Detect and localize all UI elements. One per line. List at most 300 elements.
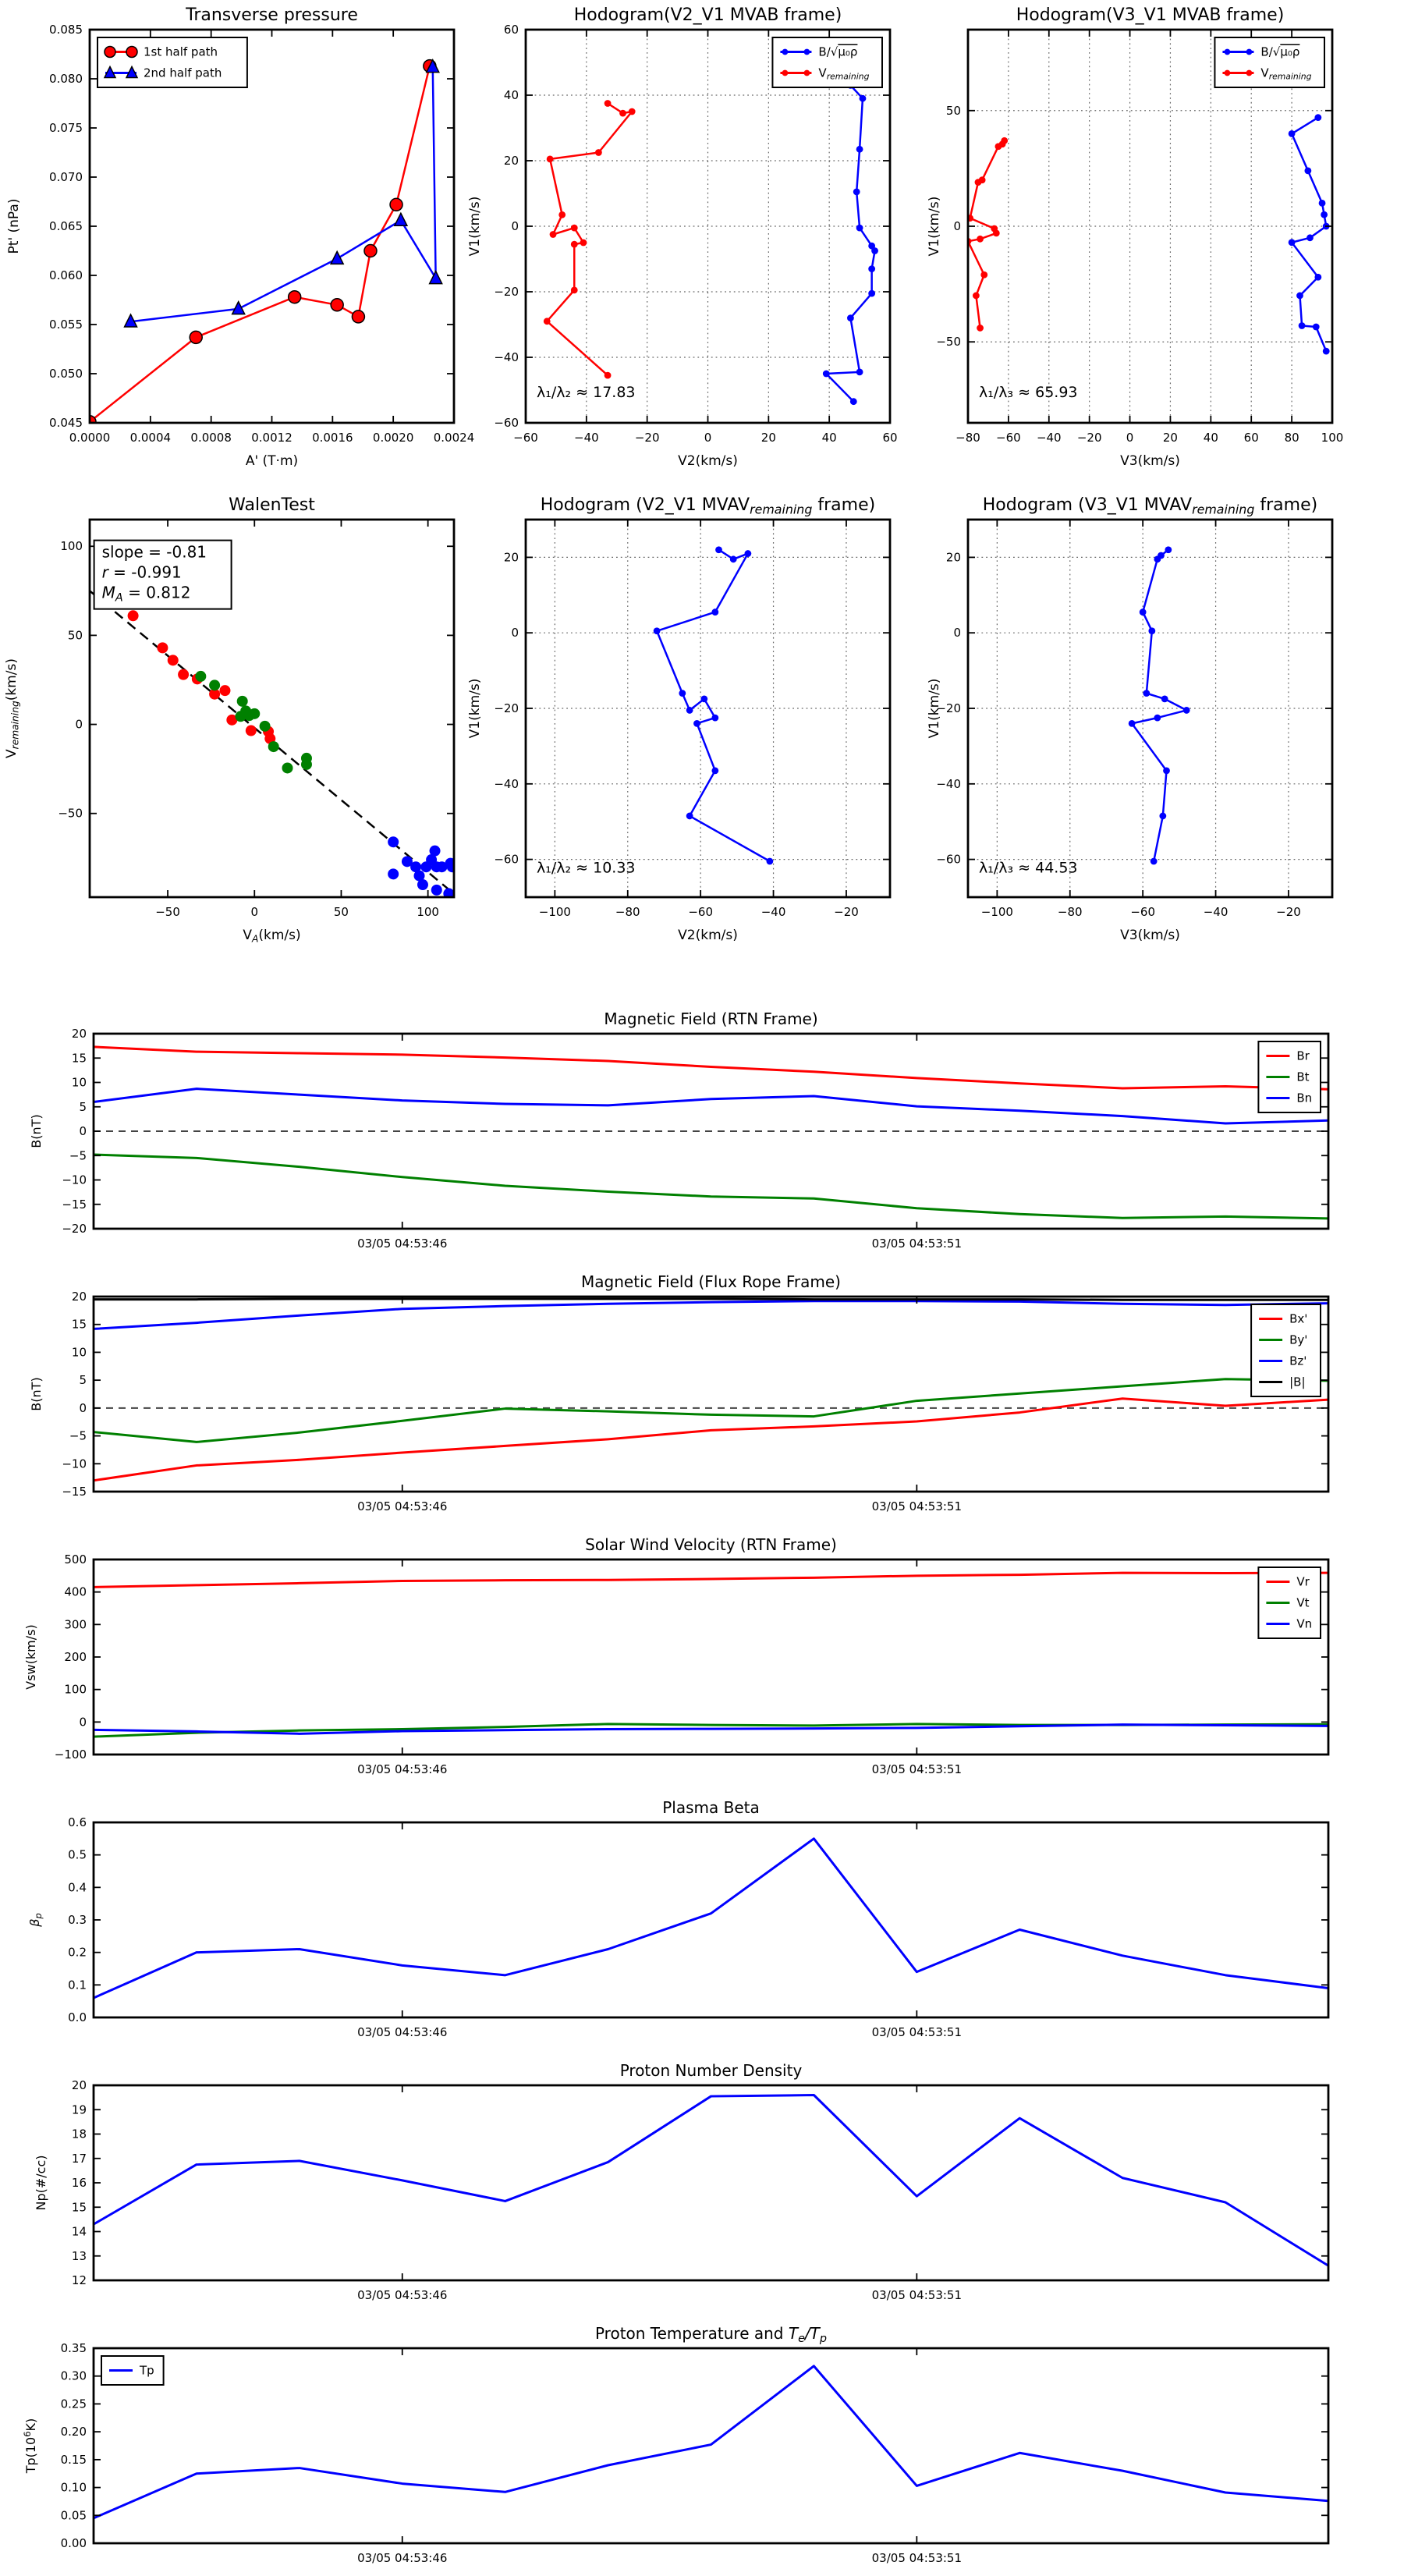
- annotation-line: λ₁/λ₃ ≈ 65.93: [979, 384, 1078, 402]
- legend: [1251, 1304, 1321, 1396]
- y-tick-label: 0.070: [49, 170, 83, 184]
- ticks: [61, 2341, 1328, 2565]
- y-axis-label: V1(km/s): [467, 196, 483, 257]
- marker-dot: [571, 287, 578, 294]
- series-group: [94, 1299, 1328, 1481]
- y-tick-label: −20: [494, 701, 519, 715]
- marker-dot: [1319, 200, 1326, 207]
- y-tick-label: 20: [71, 1027, 87, 1041]
- legend-label: Br: [1296, 1048, 1310, 1063]
- marker-dot: [1148, 627, 1155, 634]
- x-tick-label: 03/05 04:53:51: [871, 2551, 963, 2565]
- y-tick-label: 12: [71, 2273, 87, 2287]
- y-tick-label: −60: [494, 416, 519, 430]
- chart-title: Solar Wind Velocity (RTN Frame): [585, 1535, 837, 1554]
- marker-triangle: [395, 213, 407, 225]
- x-tick-label: −60: [513, 431, 538, 445]
- marker-dot: [1129, 720, 1136, 727]
- marker-dot: [1150, 858, 1158, 865]
- y-tick-label: −10: [62, 1173, 87, 1187]
- legend-label: By': [1289, 1332, 1308, 1347]
- x-tick-label: 0: [250, 905, 259, 919]
- y-tick-label: 13: [71, 2248, 87, 2263]
- marker-dot: [1306, 234, 1314, 241]
- annotation: [94, 541, 232, 609]
- x-tick-label: −40: [760, 905, 786, 919]
- chart-title: Hodogram (V3_V1 $MVAV_{remaining}$ frame): [982, 495, 1318, 517]
- legend-label: Vn: [1296, 1616, 1313, 1631]
- legend-label: Bz': [1289, 1354, 1307, 1368]
- marker-dot: [1140, 609, 1147, 616]
- x-tick-label: 0: [1126, 431, 1134, 445]
- y-tick-label: 15: [71, 1051, 87, 1066]
- series-2nd half path: [125, 60, 442, 327]
- y-axis-label: V1(km/s): [467, 678, 483, 739]
- y-tick-label: 0.060: [49, 268, 83, 282]
- x-tick-label: 20: [1162, 431, 1178, 445]
- y-tick-label: −20: [494, 285, 519, 299]
- marker-dot: [1299, 322, 1306, 329]
- marker-dot: [1246, 70, 1253, 76]
- y-tick-label: 0.055: [49, 318, 83, 332]
- marker-dot: [571, 225, 578, 232]
- marker-dot: [871, 247, 878, 254]
- marker-dot: [977, 325, 984, 332]
- x-tick-label: −20: [634, 431, 660, 445]
- y-axis-label: Pt' (nPa): [6, 198, 22, 254]
- marker-triangle: [430, 271, 442, 284]
- y-tick-label: 0.15: [60, 2452, 87, 2467]
- marker-dot: [860, 95, 867, 102]
- marker-dot: [571, 241, 578, 248]
- x-axis-label: V2(km/s): [678, 928, 738, 943]
- y-tick-label: 0.2: [68, 1945, 87, 1960]
- legend-label: B/√μ₀ρ: [818, 44, 858, 59]
- axes-frame: [90, 30, 454, 423]
- annotation-line: r = -0.991: [101, 562, 182, 582]
- marker-dot: [604, 100, 612, 107]
- chart-magnetic-field-fluxrope: [0, 1261, 1404, 1524]
- chart-title: Transverse pressure: [186, 5, 358, 25]
- legend: [98, 37, 247, 87]
- marker-dot: [782, 49, 789, 55]
- y-tick-label: 5: [79, 1099, 87, 1114]
- legend: [101, 2356, 164, 2385]
- x-tick-label: 03/05 04:53:51: [871, 1762, 963, 1776]
- marker-dot: [558, 211, 566, 218]
- marker-circle: [390, 198, 402, 211]
- y-tick-label: 0.065: [49, 219, 83, 233]
- y-tick-label: 20: [503, 154, 519, 168]
- annotation-line: slope = -0.81: [101, 542, 207, 562]
- legend-label: Bn: [1296, 1091, 1313, 1105]
- marker-dot: [1225, 49, 1231, 55]
- y-tick-label: 0.1: [68, 1978, 87, 1992]
- x-tick-label: 0.0012: [251, 431, 292, 445]
- annotation: [537, 860, 636, 877]
- marker-dot: [1304, 167, 1311, 174]
- y-tick-label: 0: [953, 219, 961, 233]
- y-tick-label: 10: [71, 1075, 87, 1090]
- chart-title: Proton Temperature and $T_e/T_p$: [594, 2324, 828, 2345]
- x-tick-label: 0.0024: [433, 431, 475, 445]
- marker-circle: [190, 331, 202, 343]
- y-tick-label: 0.085: [49, 23, 83, 37]
- marker-dot: [1289, 239, 1296, 246]
- marker-dot: [993, 229, 1000, 236]
- series-group: [94, 2095, 1328, 2266]
- y-tick-label: 0: [511, 219, 519, 233]
- marker-triangle: [331, 251, 343, 264]
- ticks: [55, 1552, 1328, 1776]
- scatter-mid-points: [195, 671, 312, 774]
- y-tick-label: −50: [936, 335, 961, 349]
- marker-dot: [980, 271, 987, 279]
- chart-walen-test: [0, 459, 468, 945]
- chart-title: Proton Number Density: [619, 2061, 803, 2080]
- marker-circle: [364, 245, 377, 257]
- ticks: [62, 1290, 1328, 1513]
- marker-dot: [686, 813, 693, 820]
- legend-label: |B|: [1289, 1375, 1306, 1389]
- marker-dot: [1314, 274, 1321, 281]
- marker-dot: [1165, 546, 1172, 553]
- x-tick-label: 40: [1203, 431, 1218, 445]
- y-tick-label: 18: [71, 2127, 87, 2141]
- y-tick-label: −15: [62, 1485, 87, 1499]
- y-tick-label: 200: [64, 1650, 87, 1664]
- x-tick-label: 0.0004: [129, 431, 172, 445]
- y-tick-label: 0: [511, 626, 519, 640]
- y-tick-label: −5: [69, 1428, 87, 1443]
- legend: [1258, 1041, 1321, 1112]
- marker-dot: [1314, 114, 1321, 121]
- x-tick-label: 03/05 04:53:46: [357, 2288, 448, 2302]
- y-tick-label: 50: [67, 628, 83, 643]
- series-group: [1129, 546, 1190, 864]
- marker-dot: [1289, 130, 1296, 137]
- scatter-second-half-points: [388, 836, 458, 899]
- y-tick-label: 15: [71, 1317, 87, 1332]
- x-tick-label: −100: [538, 905, 571, 919]
- y-tick-label: 0.00: [60, 2536, 87, 2550]
- y-tick-label: 0.0: [68, 2010, 87, 2024]
- y-tick-label: 0: [79, 1124, 87, 1138]
- x-axis-label: V3(km/s): [1120, 928, 1180, 943]
- y-tick-label: −5: [69, 1148, 87, 1163]
- x-tick-label: 0.0008: [190, 431, 232, 445]
- legend-label: 2nd half path: [144, 66, 222, 80]
- x-tick-label: 100: [1321, 431, 1344, 445]
- chart-title: Magnetic Field (Flux Rope Frame): [581, 1272, 841, 1291]
- series-Bt: [94, 1155, 1328, 1219]
- marker-dot: [868, 265, 875, 272]
- marker-dot: [1154, 715, 1161, 722]
- series-Np: [94, 2095, 1328, 2266]
- series-B-over-sqrt-mu0rho: [1289, 114, 1330, 354]
- series-Br: [94, 1047, 1328, 1089]
- marker-dot: [856, 369, 863, 376]
- marker-dot: [1296, 293, 1303, 300]
- axes-frame: [94, 1297, 1328, 1492]
- marker-dot: [868, 290, 875, 297]
- marker-dot: [1321, 211, 1328, 218]
- y-tick-label: 0.3: [68, 1913, 87, 1927]
- marker-circle: [331, 299, 343, 311]
- grid: [526, 520, 890, 897]
- y-tick-label: −20: [936, 701, 961, 715]
- chart-proton-number-density: [0, 2050, 1404, 2313]
- y-axis-label: B(nT): [29, 1114, 44, 1148]
- marker-dot: [1163, 767, 1170, 774]
- y-axis-label: Np(#/cc): [34, 2155, 48, 2211]
- marker-dot: [823, 371, 830, 378]
- y-axis-label: V1(km/s): [927, 196, 942, 257]
- series-group: [83, 60, 442, 428]
- y-tick-label: 16: [71, 2176, 87, 2190]
- y-tick-label: 0.6: [68, 1815, 87, 1829]
- y-axis-label: $V_{remaining}(km/s)$: [4, 658, 21, 758]
- series-Vr: [94, 1573, 1328, 1587]
- chart-title: Plasma Beta: [662, 1798, 760, 1817]
- y-tick-label: 40: [503, 88, 519, 102]
- y-tick-label: 0: [75, 717, 83, 732]
- y-tick-label: −40: [494, 776, 519, 791]
- axes-frame: [94, 1822, 1328, 2017]
- x-tick-label: −60: [688, 905, 713, 919]
- series-Bn: [94, 1089, 1328, 1123]
- x-tick-label: −20: [1276, 905, 1301, 919]
- marker-dot: [1154, 555, 1161, 562]
- y-tick-label: 300: [64, 1617, 87, 1632]
- series-group: [94, 2363, 1328, 2518]
- series-1st half path: [83, 60, 436, 428]
- x-tick-label: 60: [1243, 431, 1259, 445]
- series-group: [654, 546, 774, 864]
- marker-dot: [1183, 707, 1190, 714]
- marker-dot: [1246, 49, 1253, 55]
- chart-hodogram-v3v1-mvav: [927, 459, 1404, 943]
- marker-dot: [856, 146, 863, 153]
- marker-dot: [730, 555, 737, 562]
- y-tick-label: 17: [71, 2151, 87, 2166]
- marker-dot: [711, 767, 718, 774]
- legend-label: Bt: [1296, 1070, 1310, 1084]
- series-group: [94, 1573, 1328, 1737]
- annotation-line: λ₁/λ₂ ≈ 10.33: [537, 859, 636, 877]
- y-axis-label: B(nT): [29, 1377, 44, 1411]
- y-tick-label: 0.30: [60, 2368, 87, 2383]
- x-tick-label: 03/05 04:53:51: [871, 2288, 963, 2302]
- marker-dot: [547, 156, 554, 163]
- y-tick-label: −60: [936, 852, 961, 867]
- marker-dot: [853, 189, 860, 196]
- marker-circle: [289, 291, 301, 303]
- marker-dot: [973, 293, 980, 300]
- marker-dot: [629, 108, 636, 115]
- x-tick-label: −40: [1203, 905, 1228, 919]
- x-tick-label: −100: [980, 905, 1013, 919]
- marker-dot: [1159, 813, 1166, 820]
- x-tick-label: 03/05 04:53:46: [357, 2025, 448, 2039]
- series-V-remaining: [544, 100, 636, 378]
- x-tick-label: 0.0020: [372, 431, 414, 445]
- marker-dot: [654, 627, 661, 634]
- x-tick-label: −50: [155, 905, 180, 919]
- marker-dot: [679, 690, 686, 697]
- series-V-path: [1129, 546, 1190, 864]
- x-axis-label: A' (T·m): [245, 453, 299, 469]
- annotation-line: λ₁/λ₂ ≈ 17.83: [537, 384, 636, 402]
- chart-proton-temperature: [0, 2313, 1404, 2576]
- x-tick-label: 100: [417, 905, 439, 919]
- y-tick-label: 20: [503, 550, 519, 565]
- x-tick-label: −80: [956, 431, 980, 445]
- y-tick-label: 0.05: [60, 2508, 87, 2523]
- marker-dot: [619, 110, 626, 117]
- x-tick-label: 60: [882, 431, 898, 445]
- x-tick-label: −60: [1130, 905, 1155, 919]
- x-tick-label: −60: [996, 431, 1021, 445]
- chart-title: Magnetic Field (RTN Frame): [604, 1009, 818, 1028]
- grid: [968, 520, 1332, 897]
- y-axis-label: Vsw(km/s): [23, 1624, 38, 1690]
- x-axis-label: V3(km/s): [1120, 453, 1180, 469]
- marker-dot: [700, 696, 707, 703]
- y-tick-label: 50: [945, 103, 961, 118]
- y-tick-label: −40: [936, 776, 961, 791]
- series-By': [94, 1379, 1328, 1442]
- marker-dot: [715, 546, 722, 553]
- x-tick-label: 0.0000: [69, 431, 111, 445]
- marker-dot: [804, 49, 810, 55]
- marker-dot: [995, 143, 1002, 150]
- y-tick-label: 500: [64, 1552, 87, 1567]
- marker-dot: [686, 707, 693, 714]
- y-tick-label: 0.050: [49, 367, 83, 381]
- x-tick-label: 50: [333, 905, 349, 919]
- legend-label: $V_{remaining}$: [1260, 66, 1312, 82]
- series-V-path: [654, 546, 774, 864]
- marker-dot: [975, 179, 982, 186]
- y-tick-label: 20: [71, 1290, 87, 1304]
- ticks: [68, 1815, 1328, 2039]
- series-B-over-sqrt-mu0rho: [823, 82, 878, 405]
- legend-label: Tp: [140, 2363, 154, 2378]
- y-tick-label: 0.4: [68, 1880, 87, 1895]
- y-tick-label: 19: [71, 2102, 87, 2117]
- y-tick-label: 5: [79, 1373, 87, 1388]
- marker-dot: [977, 236, 984, 243]
- chart-title: Hodogram (V2_V1 $MVAV_{remaining}$ frame): [540, 495, 876, 517]
- marker-dot: [604, 372, 612, 379]
- marker-dot: [693, 720, 700, 727]
- legend: [1214, 37, 1324, 87]
- marker-dot: [550, 231, 557, 238]
- marker-circle: [352, 310, 364, 323]
- marker-dot: [744, 550, 751, 557]
- ticks: [936, 30, 1343, 445]
- y-tick-label: −50: [58, 806, 83, 821]
- x-tick-label: −20: [834, 905, 859, 919]
- y-tick-label: 14: [71, 2224, 87, 2239]
- marker-dot: [850, 398, 857, 405]
- marker-dot: [711, 715, 718, 722]
- marker-circle: [126, 47, 137, 58]
- legend-label: Vt: [1296, 1595, 1310, 1610]
- chart-solar-wind-velocity: [0, 1524, 1404, 1787]
- legend-label: 1st half path: [144, 44, 218, 59]
- y-tick-label: 0.25: [60, 2397, 87, 2411]
- y-tick-label: 400: [64, 1584, 87, 1599]
- annotation: [537, 384, 636, 401]
- series-group: [544, 82, 878, 405]
- grid: [968, 30, 1332, 423]
- x-tick-label: 20: [760, 431, 776, 445]
- y-tick-label: −100: [54, 1747, 87, 1762]
- marker-dot: [1161, 696, 1168, 703]
- marker-dot: [544, 318, 551, 325]
- legend-label: Vr: [1296, 1574, 1310, 1589]
- marker-dot: [1313, 324, 1320, 331]
- y-tick-label: 0.5: [68, 1847, 87, 1862]
- chart-title: WalenTest: [229, 495, 315, 515]
- chart-magnetic-field-rtn: [0, 999, 1404, 1261]
- y-tick-label: −20: [62, 1222, 87, 1236]
- y-tick-label: 0.045: [49, 416, 83, 430]
- x-tick-label: −40: [1036, 431, 1062, 445]
- legend: [1258, 1567, 1321, 1638]
- x-tick-label: 0.0016: [312, 431, 353, 445]
- x-tick-label: 03/05 04:53:46: [357, 1762, 448, 1776]
- y-tick-label: 15: [71, 2200, 87, 2215]
- y-tick-label: −15: [62, 1197, 87, 1212]
- marker-dot: [711, 609, 718, 616]
- marker-dot: [1323, 348, 1330, 355]
- chart-hodogram-v3v1-mvab: [927, 0, 1404, 469]
- x-tick-label: 03/05 04:53:51: [871, 2025, 963, 2039]
- series-group: [94, 1047, 1328, 1219]
- x-tick-label: 03/05 04:53:51: [871, 1499, 963, 1513]
- y-tick-label: 0: [953, 626, 961, 640]
- y-tick-label: 0.35: [60, 2341, 87, 2355]
- legend-label: B/√μ₀ρ: [1260, 44, 1300, 59]
- ticks: [72, 2078, 1328, 2302]
- marker-triangle: [232, 302, 245, 314]
- chart-hodogram-v2v1-mvav: [467, 459, 936, 943]
- grid: [526, 30, 890, 423]
- x-tick-label: −80: [615, 905, 640, 919]
- marker-dot: [595, 149, 602, 156]
- y-tick-label: −10: [62, 1457, 87, 1471]
- series-V-remaining: [965, 137, 1009, 332]
- y-tick-label: 0: [79, 1400, 87, 1415]
- marker-dot: [580, 240, 587, 247]
- marker-dot: [804, 70, 810, 76]
- marker-dot: [856, 225, 863, 232]
- x-tick-label: 80: [1284, 431, 1299, 445]
- y-tick-label: 0.075: [49, 121, 83, 135]
- y-tick-label: 10: [71, 1345, 87, 1360]
- y-axis-label: $\beta_p$: [27, 1913, 44, 1927]
- x-tick-label: −40: [574, 431, 599, 445]
- series-Bx': [94, 1399, 1328, 1481]
- chart-plasma-beta: [0, 1787, 1404, 2050]
- y-tick-label: 100: [64, 1682, 87, 1697]
- marker-circle: [105, 47, 115, 58]
- x-tick-label: 0: [704, 431, 712, 445]
- x-tick-label: 40: [821, 431, 837, 445]
